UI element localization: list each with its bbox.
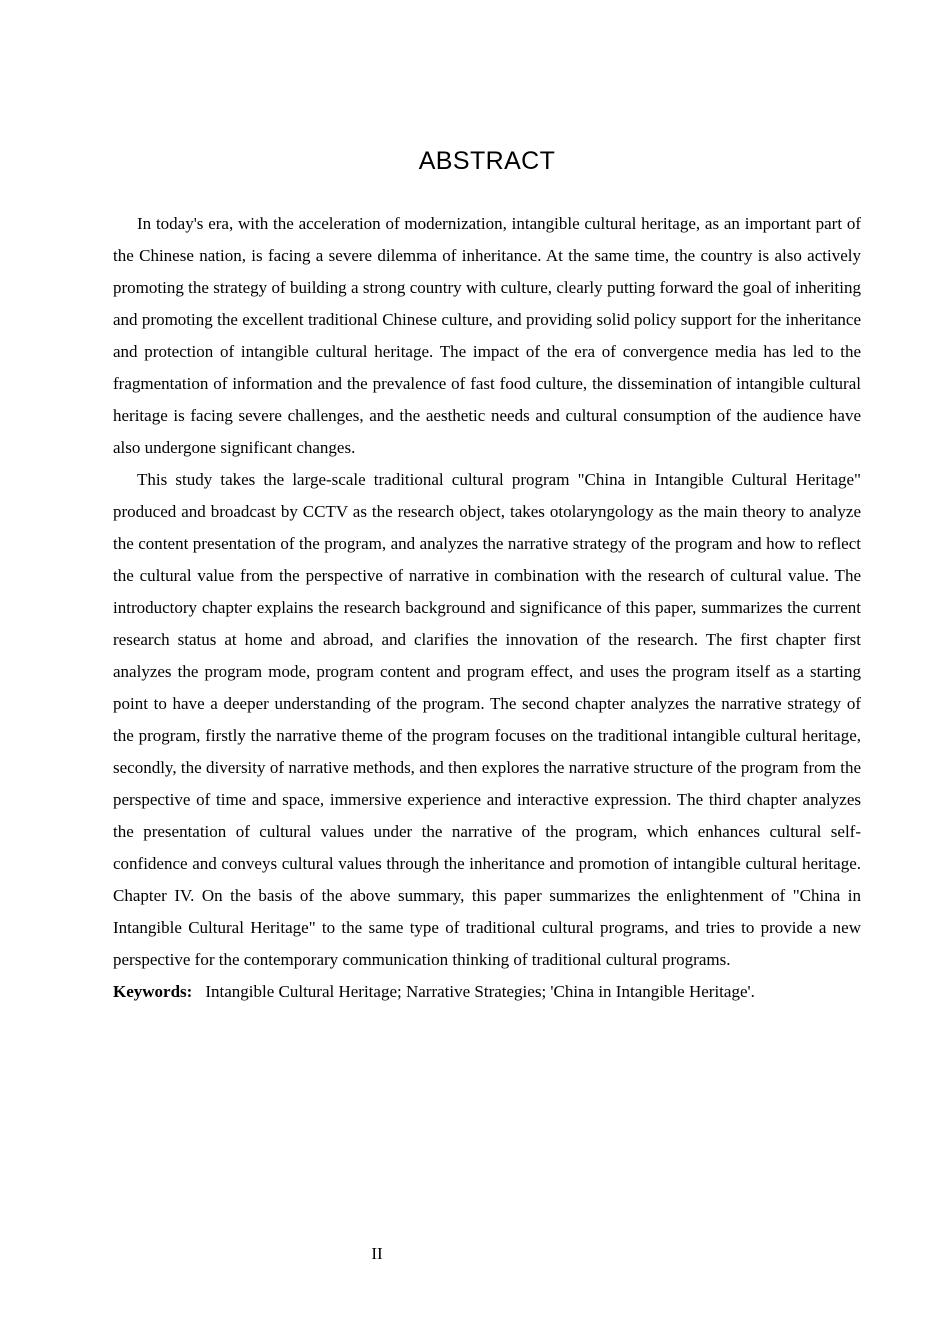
keywords-line: [113, 976, 861, 1008]
page-number: II: [371, 1244, 383, 1263]
keywords-text: Intangible Cultural Heritage; Narrative Strategies; 'China in Intangible Heritage'.: [205, 982, 755, 1001]
keywords-label: Keywords: [113, 982, 187, 1001]
page-content: [113, 145, 861, 1008]
abstract-paragraph-2: This study takes the large-scale traditional cultural program "China in Intangible Cultural Heritage" produced and broadcast by CCTV as the research object, takes otolaryngology as the main theory to analyze the content presentation of the program, and analyzes the narrative strategy of the program and how to reflect the cultural value from the perspective of narrative in combination with the research of cultural value. The introductory chapter explains the research background and significance of this paper, summarizes the current research status at home and abroad, and clarifies the innovation of the research. The first chapter first analyzes the program mode, program content and program effect, and uses the program itself as a starting point to have a deeper understanding of the program. The second chapter analyzes the narrative strategy of the program, firstly the narrative theme of the program focuses on the traditional intangible cultural heritage, secondly, the diversity of narrative methods, and then explores the narrative structure of the program from the perspective of time and space, immersive experience and interactive expression. The third chapter analyzes the presentation of cultural values under the narrative of the program, which enhances cultural self-confidence and conveys cultural values through the inheritance and promotion of intangible cultural heritage. Chapter IV. On the basis of the above summary, this paper summarizes the enlightenment of "China in Intangible Cultural Heritage" to the same type of traditional cultural programs, and tries to provide a new perspective for the contemporary communication thinking of traditional cultural programs.: [113, 470, 861, 969]
keywords-separator: :: [186, 982, 193, 1001]
page-title: ABSTRACT: [418, 147, 556, 175]
abstract-paragraph-1: In today's era, with the acceleration of modernization, intangible cultural heritage, as an important part of the Chinese nation, is facing a severe dilemma of inheritance. At the same time, the country is also actively promoting the strategy of building a strong country with culture, clearly putting forward the goal of inheriting and promoting the excellent traditional Chinese culture, and providing solid policy support for the inheritance and protection of intangible cultural heritage. The impact of the era of convergence media has led to the fragmentation of information and the prevalence of fast food culture, the dissemination of intangible cultural heritage is facing severe challenges, and the aesthetic needs and cultural consumption of the audience have also undergone significant changes.: [113, 214, 861, 457]
